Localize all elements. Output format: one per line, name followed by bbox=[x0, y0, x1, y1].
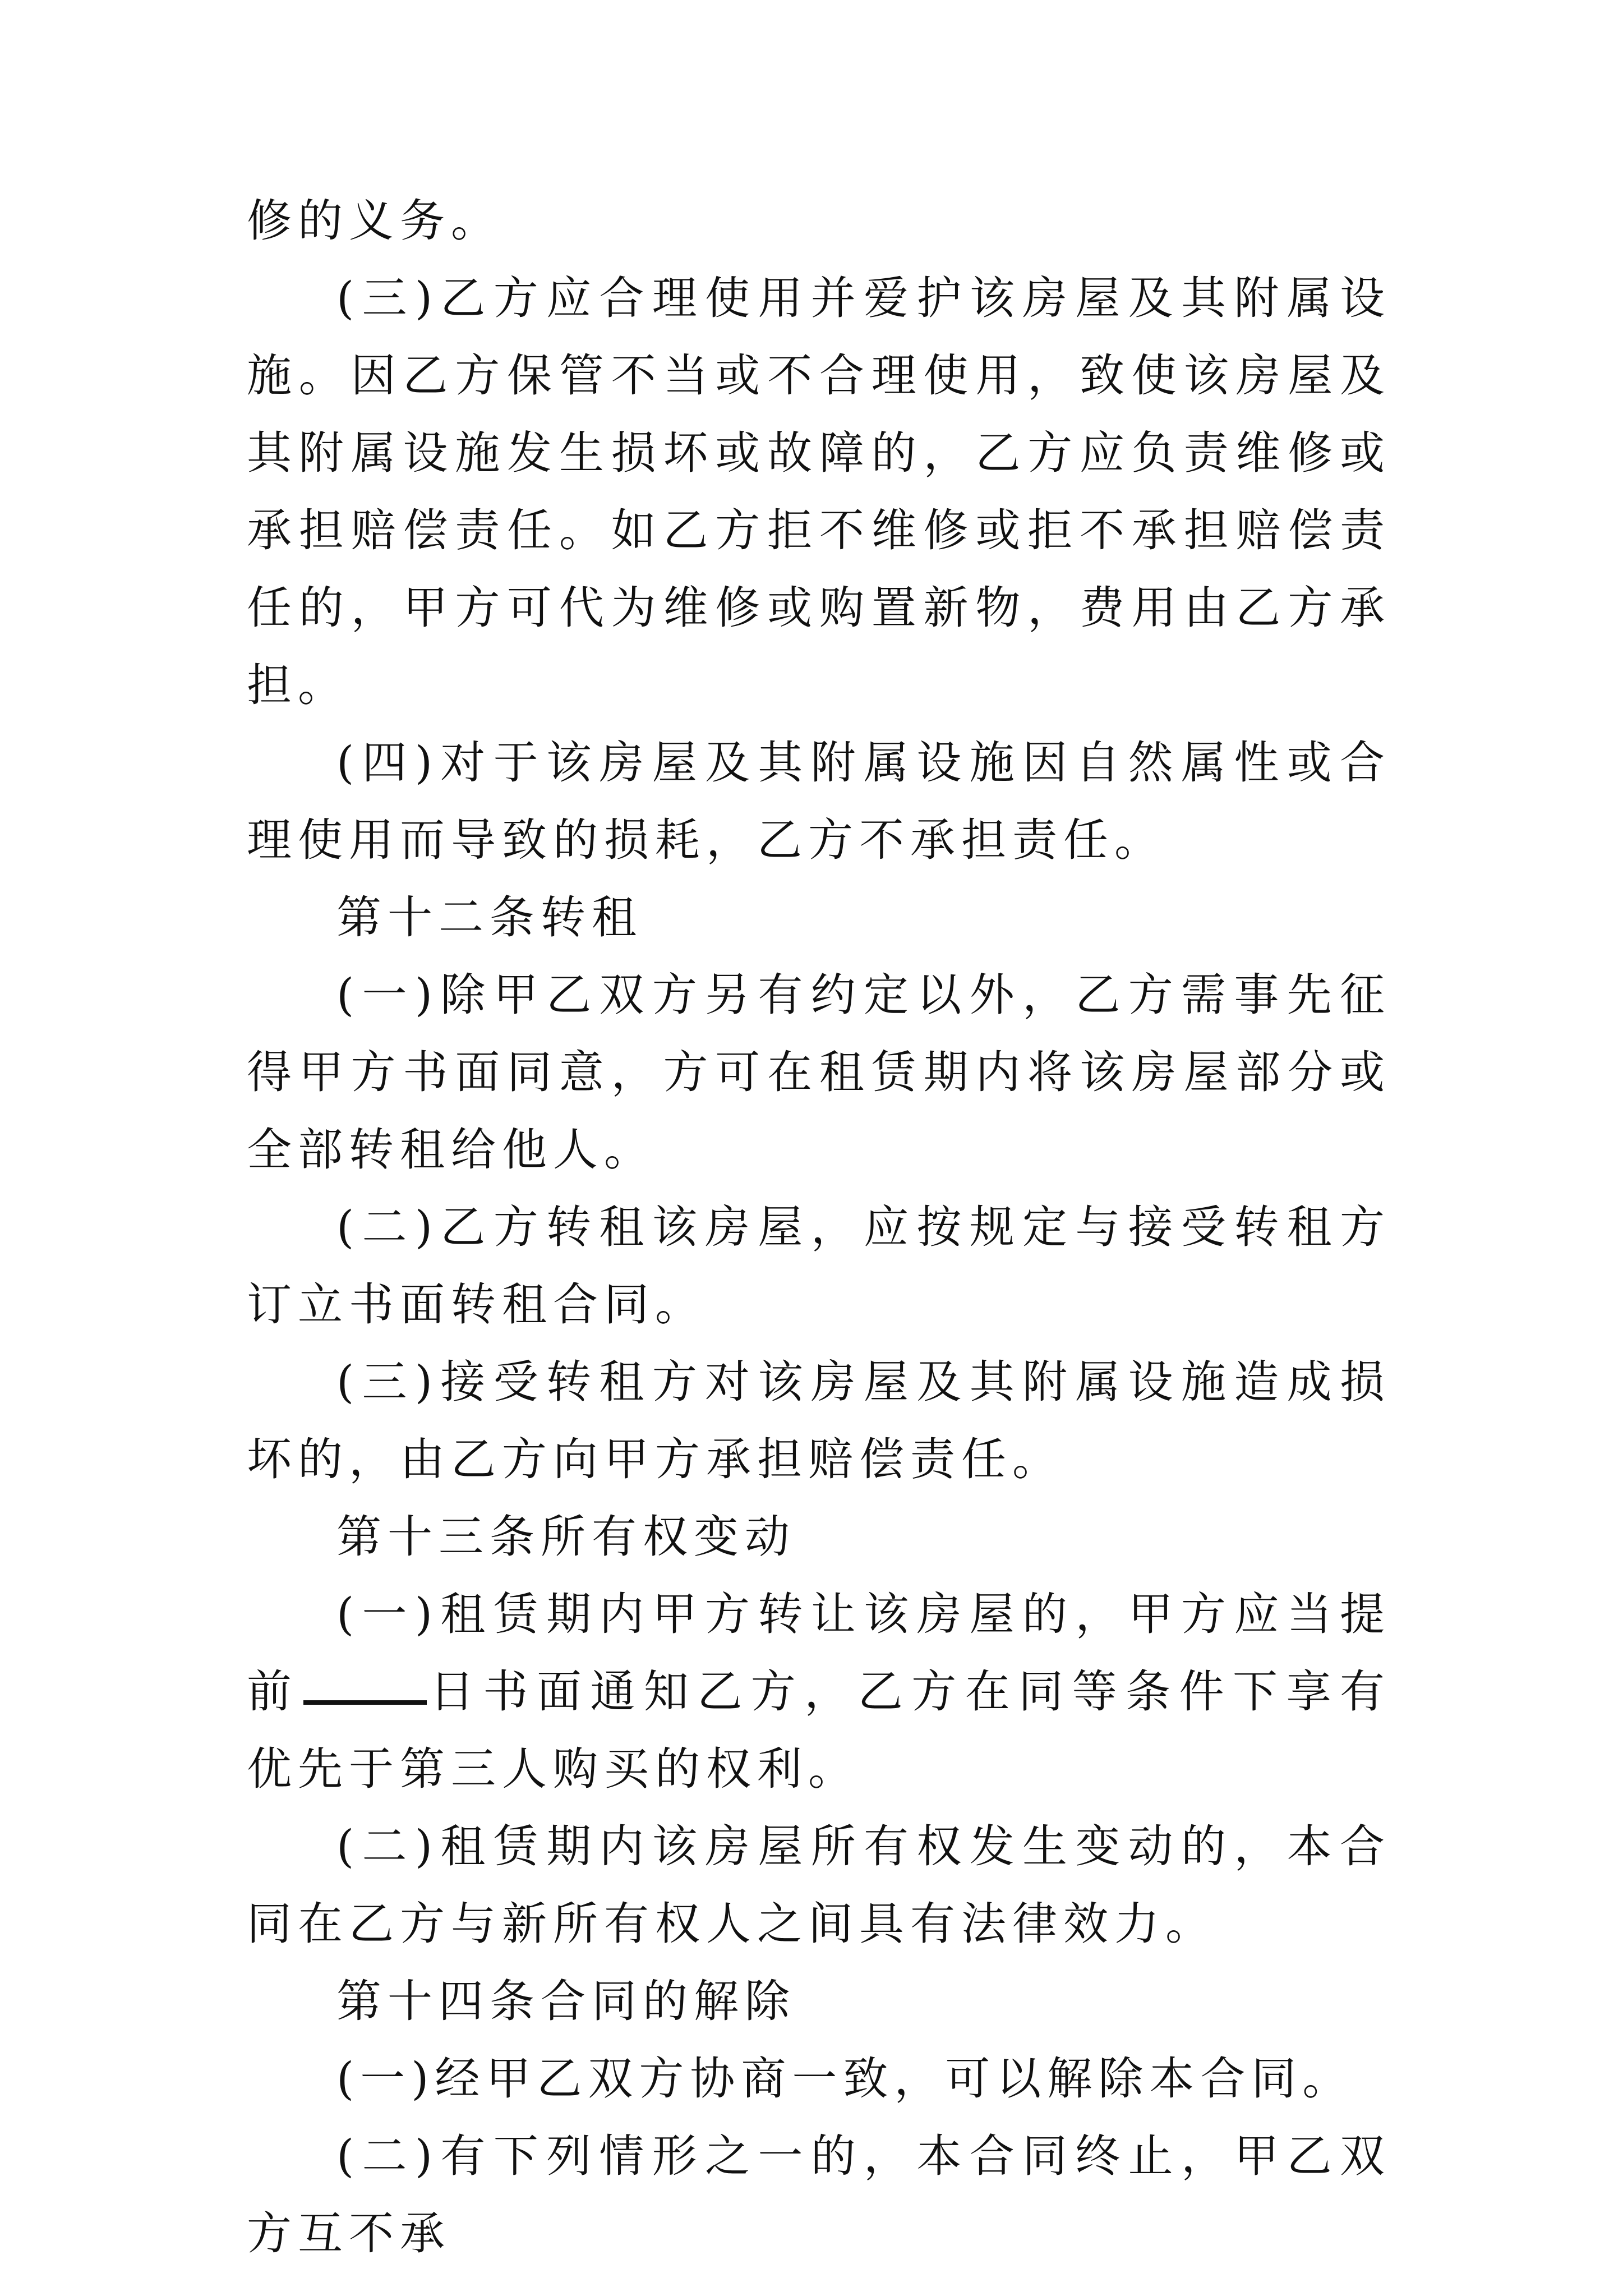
article-13-clause-1-after: 日书面通知乙方，乙方在同等条件下享有优先于第三人购买的权利。 bbox=[247, 1665, 1391, 1795]
article-12-clause-3: (三)接受转租方对该房屋及其附属设施造成损坏的，由乙方向甲方承担赔偿责任。 bbox=[247, 1356, 1391, 1485]
article-13-heading: 第十三条所有权变动 bbox=[336, 1511, 796, 1563]
article-12-heading: 第十二条转租 bbox=[336, 891, 643, 944]
paragraph-continuation: 修的义务。 bbox=[247, 195, 502, 247]
clause-3-maintenance: (三)乙方应合理使用并爱护该房屋及其附属设施。因乙方保管不当或不合理使用，致使该房屋及其附属设施发生损坏或故障的，乙方应负责维修或承担赔偿责任。如乙方拒不维修或拒不承担赔偿责任的，甲方可代为维修或购置新物，费用由乙方承担。 bbox=[247, 272, 1391, 711]
article-14-clause-2: (二)有下列情形之一的，本合同终止，甲乙双方互不承 bbox=[247, 2130, 1391, 2260]
fill-in-blank bbox=[303, 1700, 427, 1705]
article-12-clause-2: (二)乙方转租该房屋，应按规定与接受转租方订立书面转租合同。 bbox=[247, 1201, 1391, 1331]
article-12-clause-1: (一)除甲乙双方另有约定以外，乙方需事先征得甲方书面同意，方可在租赁期内将该房屋部分或全部转租给他人。 bbox=[247, 969, 1391, 1176]
article-14-clause-1: (一)经甲乙双方协商一致，可以解除本合同。 bbox=[336, 2053, 1354, 2105]
article-13-clause-1-before: (一)租赁期内甲方转让该房屋的，甲方应当提前 bbox=[247, 1588, 1391, 1718]
article-14-heading: 第十四条合同的解除 bbox=[336, 1975, 796, 2027]
document-body bbox=[247, 182, 1391, 2272]
article-13-clause-1 bbox=[247, 1576, 1391, 1808]
article-13-clause-2: (二)租赁期内该房屋所有权发生变动的，本合同在乙方与新所有权人之间具有法律效力。 bbox=[247, 1820, 1391, 1950]
clause-4-wear: (四)对于该房屋及其附属设施因自然属性或合理使用而导致的损耗，乙方不承担责任。 bbox=[247, 737, 1391, 866]
